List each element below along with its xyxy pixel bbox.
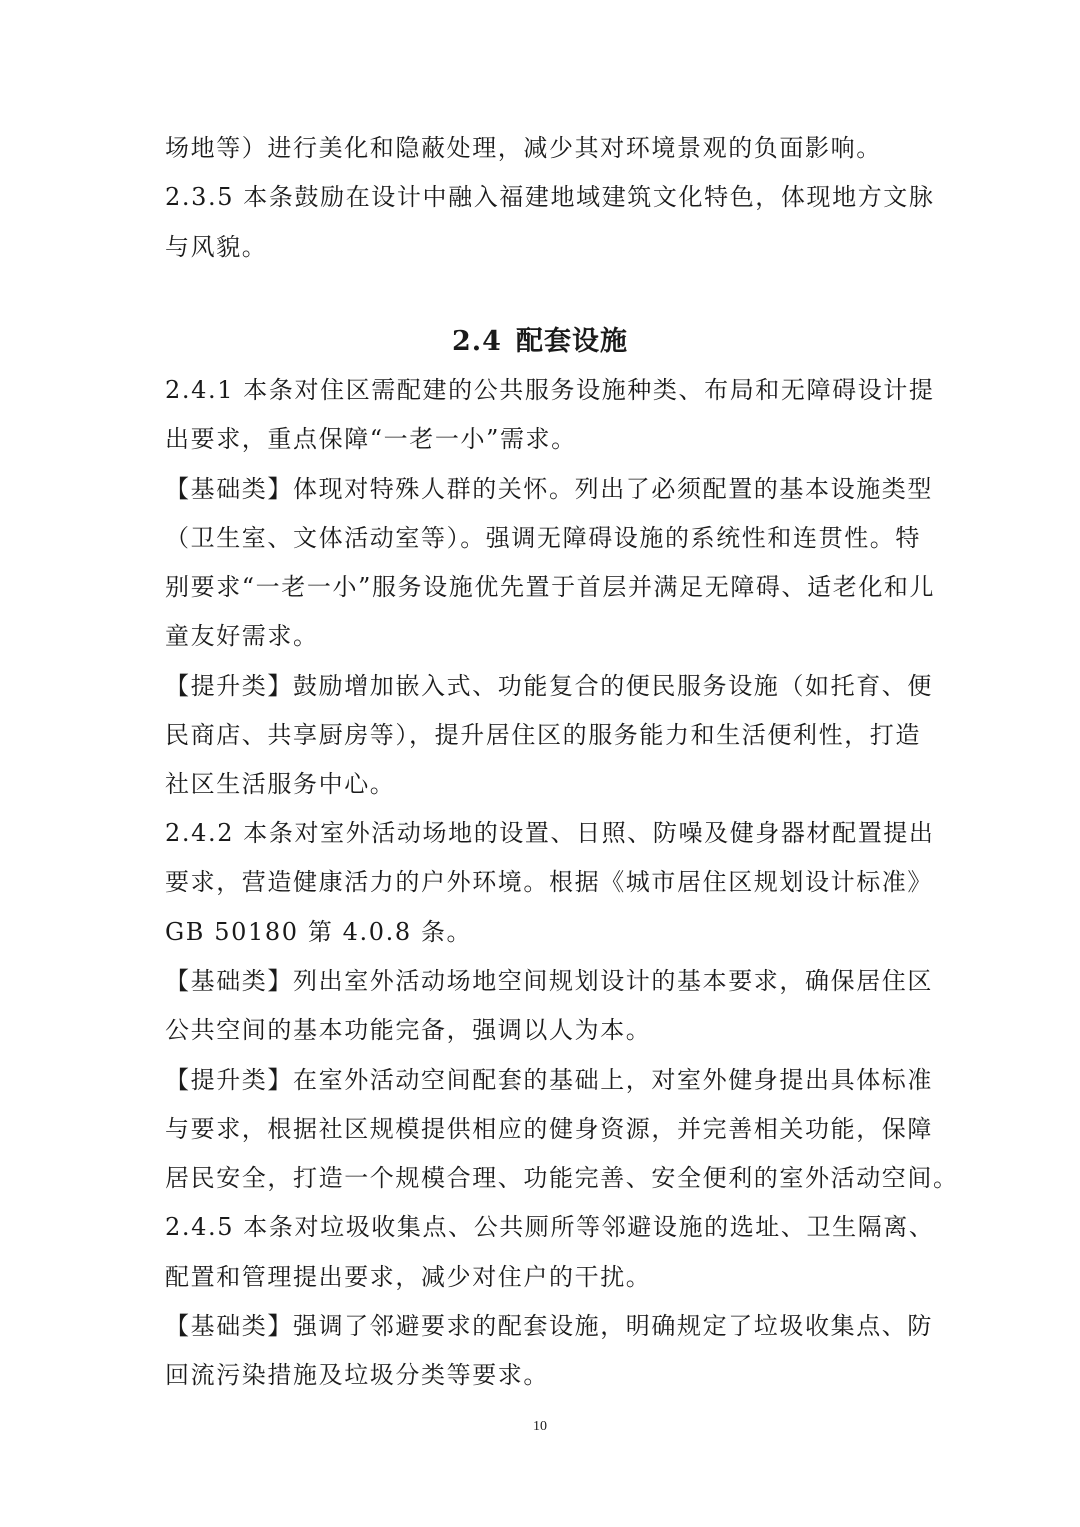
paragraph-line: 别要求“一老一小”服务设施优先置于首层并满足无障碍、适老化和儿 — [165, 573, 936, 601]
paragraph-line: 【基础类】体现对特殊人群的关怀。列出了必须配置的基本设施类型 — [165, 475, 933, 503]
section-title: 配套设施 — [515, 326, 628, 357]
paragraph-line: 回流污染措施及垃圾分类等要求。 — [165, 1361, 549, 1389]
paragraph-line: 【基础类】列出室外活动场地空间规划设计的基本要求，确保居住区 — [165, 967, 933, 995]
paragraph-line: 配置和管理提出要求，减少对住户的干扰。 — [165, 1263, 652, 1291]
section-number: 2.4 — [452, 326, 502, 357]
paragraph-line: 居民安全，打造一个规模合理、功能完善、安全便利的室外活动空间。 — [165, 1164, 959, 1192]
paragraph-line: （卫生室、文体活动室等）。强调无障碍设施的系统性和连贯性。特 — [165, 524, 921, 552]
paragraph-line: 【提升类】鼓励增加嵌入式、功能复合的便民服务设施（如托育、便 — [165, 672, 933, 700]
paragraph-line: 场地等）进行美化和隐蔽处理，减少其对环境景观的负面影响。 — [165, 134, 882, 162]
paragraph-line: 2.3.5 本条鼓励在设计中融入福建地域建筑文化特色，体现地方文脉 — [165, 183, 935, 211]
paragraph-line: 【基础类】强调了邻避要求的配套设施，明确规定了垃圾收集点、防 — [165, 1312, 933, 1340]
section-heading — [0, 326, 1080, 358]
page-number: 10 — [533, 1419, 547, 1434]
paragraph-line: 与要求，根据社区规模提供相应的健身资源，并完善相关功能，保障 — [165, 1115, 933, 1143]
paragraph-line: 民商店、共享厨房等），提升居住区的服务能力和生活便利性，打造 — [165, 721, 921, 749]
paragraph-line: 公共空间的基本功能完备，强调以人为本。 — [165, 1016, 652, 1044]
paragraph-line: 与风貌。 — [165, 233, 268, 261]
paragraph-line: 2.4.2 本条对室外活动场地的设置、日照、防噪及健身器材配置提出 — [165, 819, 935, 847]
paragraph-line: 要求，营造健康活力的户外环境。根据《城市居住区规划设计标准》 — [165, 868, 933, 896]
paragraph-line: 童友好需求。 — [165, 622, 319, 650]
paragraph-line: 2.4.1 本条对住区需配建的公共服务设施种类、布局和无障碍设计提 — [165, 376, 935, 404]
paragraph-line: 出要求，重点保障“一老一小”需求。 — [165, 425, 577, 453]
paragraph-line: 2.4.5 本条对垃圾收集点、公共厕所等邻避设施的选址、卫生隔离、 — [165, 1213, 935, 1241]
paragraph-line: GB 50180 第 4.0.8 条。 — [165, 918, 473, 946]
paragraph-line: 【提升类】在室外活动空间配套的基础上，对室外健身提出具体标准 — [165, 1066, 933, 1094]
paragraph-line: 社区生活服务中心。 — [165, 770, 396, 798]
